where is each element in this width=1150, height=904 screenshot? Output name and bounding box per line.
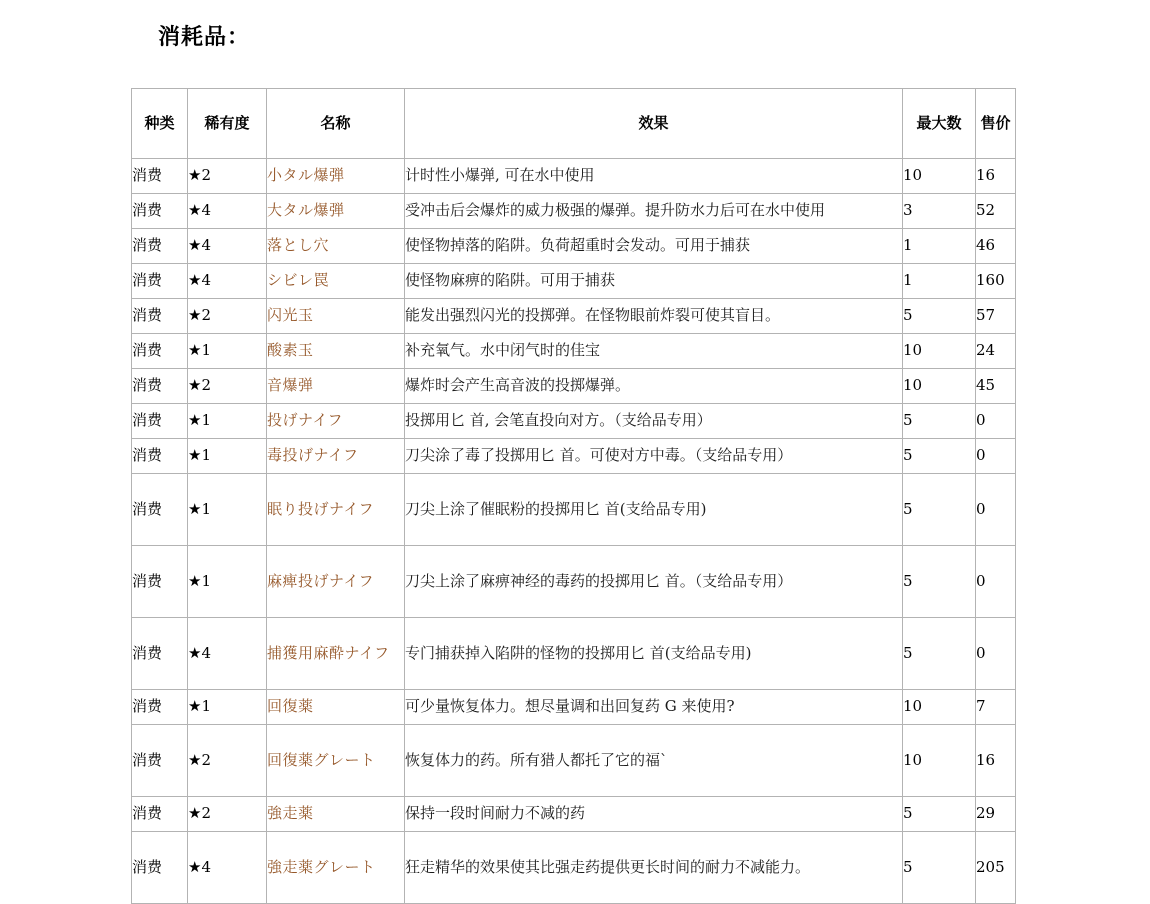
table-row xyxy=(132,229,1016,264)
column-header-name: 名称 xyxy=(267,89,405,159)
cell-price: 57 xyxy=(976,299,1016,334)
cell-price: 0 xyxy=(976,474,1016,546)
table-row xyxy=(132,264,1016,299)
cell-max: 5 xyxy=(903,797,976,832)
cell-rarity: ★1 xyxy=(188,439,267,474)
cell-effect: 能发出强烈闪光的投掷弹。在怪物眼前炸裂可使其盲目。 xyxy=(405,299,903,334)
cell-kind: 消费 xyxy=(132,264,188,299)
cell-kind: 消费 xyxy=(132,546,188,618)
table-row xyxy=(132,797,1016,832)
cell-effect: 计时性小爆弹, 可在水中使用 xyxy=(405,159,903,194)
table-row xyxy=(132,690,1016,725)
cell-max: 5 xyxy=(903,546,976,618)
cell-max: 5 xyxy=(903,299,976,334)
table-row xyxy=(132,832,1016,904)
cell-effect: 保持一段时间耐力不减的药 xyxy=(405,797,903,832)
column-header-kind: 种类 xyxy=(132,89,188,159)
cell-kind: 消费 xyxy=(132,832,188,904)
cell-rarity: ★2 xyxy=(188,725,267,797)
column-header-effect: 效果 xyxy=(405,89,903,159)
cell-price: 0 xyxy=(976,618,1016,690)
cell-price: 7 xyxy=(976,690,1016,725)
cell-rarity: ★1 xyxy=(188,690,267,725)
cell-rarity: ★2 xyxy=(188,369,267,404)
table-row xyxy=(132,299,1016,334)
cell-effect: 专门捕获掉入陷阱的怪物的投掷用匕 首(支给品专用) xyxy=(405,618,903,690)
cell-price: 205 xyxy=(976,832,1016,904)
table-row xyxy=(132,369,1016,404)
cell-name: 回復薬グレート xyxy=(267,725,405,797)
cell-effect: 刀尖上涂了麻痹神经的毒药的投掷用匕 首。（支给品专用） xyxy=(405,546,903,618)
cell-name: 大タル爆弾 xyxy=(267,194,405,229)
column-header-max: 最大数 xyxy=(903,89,976,159)
cell-price: 0 xyxy=(976,404,1016,439)
cell-effect: 狂走精华的效果使其比强走药提供更长时间的耐力不减能力。 xyxy=(405,832,903,904)
cell-kind: 消费 xyxy=(132,229,188,264)
cell-effect: 使怪物掉落的陷阱。负荷超重时会发动。可用于捕获 xyxy=(405,229,903,264)
table-row xyxy=(132,194,1016,229)
cell-price: 24 xyxy=(976,334,1016,369)
cell-rarity: ★2 xyxy=(188,159,267,194)
cell-rarity: ★4 xyxy=(188,618,267,690)
table-row xyxy=(132,474,1016,546)
cell-name: シビレ罠 xyxy=(267,264,405,299)
cell-max: 5 xyxy=(903,439,976,474)
cell-effect: 刀尖涂了毒了投掷用匕 首。可使对方中毒。（支给品专用） xyxy=(405,439,903,474)
cell-name: 麻痺投げナイフ xyxy=(267,546,405,618)
cell-kind: 消费 xyxy=(132,797,188,832)
cell-kind: 消费 xyxy=(132,439,188,474)
table-row xyxy=(132,159,1016,194)
table-row xyxy=(132,618,1016,690)
cell-max: 1 xyxy=(903,229,976,264)
cell-kind: 消费 xyxy=(132,194,188,229)
cell-effect: 可少量恢复体力。想尽量调和出回复药 G 来使用? xyxy=(405,690,903,725)
cell-rarity: ★4 xyxy=(188,194,267,229)
cell-effect: 恢复体力的药。所有猎人都托了它的福` xyxy=(405,725,903,797)
cell-price: 0 xyxy=(976,546,1016,618)
cell-name: 闪光玉 xyxy=(267,299,405,334)
cell-rarity: ★2 xyxy=(188,797,267,832)
consumables-table xyxy=(131,88,1016,904)
cell-name: 毒投げナイフ xyxy=(267,439,405,474)
cell-rarity: ★4 xyxy=(188,832,267,904)
table-row xyxy=(132,546,1016,618)
cell-effect: 使怪物麻痹的陷阱。可用于捕获 xyxy=(405,264,903,299)
cell-kind: 消费 xyxy=(132,369,188,404)
cell-name: 投げナイフ xyxy=(267,404,405,439)
table-row xyxy=(132,404,1016,439)
cell-price: 45 xyxy=(976,369,1016,404)
table-header-row xyxy=(132,89,1016,159)
cell-price: 52 xyxy=(976,194,1016,229)
cell-kind: 消费 xyxy=(132,159,188,194)
table-row xyxy=(132,439,1016,474)
cell-kind: 消费 xyxy=(132,474,188,546)
cell-effect: 受冲击后会爆炸的威力极强的爆弹。提升防水力后可在水中使用 xyxy=(405,194,903,229)
cell-max: 1 xyxy=(903,264,976,299)
cell-max: 10 xyxy=(903,159,976,194)
cell-max: 5 xyxy=(903,404,976,439)
cell-price: 0 xyxy=(976,439,1016,474)
cell-rarity: ★2 xyxy=(188,299,267,334)
table-body xyxy=(132,159,1016,904)
cell-kind: 消费 xyxy=(132,299,188,334)
cell-max: 10 xyxy=(903,369,976,404)
cell-max: 10 xyxy=(903,725,976,797)
cell-rarity: ★4 xyxy=(188,229,267,264)
cell-rarity: ★1 xyxy=(188,474,267,546)
page-title: 消耗品： xyxy=(158,25,251,50)
cell-max: 5 xyxy=(903,474,976,546)
cell-name: 小タル爆弾 xyxy=(267,159,405,194)
cell-price: 16 xyxy=(976,159,1016,194)
cell-max: 5 xyxy=(903,832,976,904)
consumables-table-container xyxy=(131,88,1015,904)
cell-effect: 投掷用匕 首, 会笔直投向对方。（支给品专用） xyxy=(405,404,903,439)
cell-name: 強走薬 xyxy=(267,797,405,832)
cell-kind: 消费 xyxy=(132,404,188,439)
cell-max: 10 xyxy=(903,334,976,369)
cell-price: 46 xyxy=(976,229,1016,264)
cell-kind: 消费 xyxy=(132,618,188,690)
cell-name: 酸素玉 xyxy=(267,334,405,369)
cell-max: 5 xyxy=(903,618,976,690)
cell-kind: 消费 xyxy=(132,725,188,797)
cell-max: 10 xyxy=(903,690,976,725)
cell-name: 落とし穴 xyxy=(267,229,405,264)
column-header-rarity: 稀有度 xyxy=(188,89,267,159)
cell-effect: 补充氧气。水中闭气时的佳宝 xyxy=(405,334,903,369)
cell-name: 捕獲用麻酔ナイフ xyxy=(267,618,405,690)
cell-max: 3 xyxy=(903,194,976,229)
cell-rarity: ★1 xyxy=(188,334,267,369)
cell-effect: 刀尖上涂了催眠粉的投掷用匕 首(支给品专用) xyxy=(405,474,903,546)
cell-rarity: ★4 xyxy=(188,264,267,299)
cell-price: 29 xyxy=(976,797,1016,832)
cell-name: 眠り投げナイフ xyxy=(267,474,405,546)
cell-name: 強走薬グレート xyxy=(267,832,405,904)
table-header xyxy=(132,89,1016,159)
cell-rarity: ★1 xyxy=(188,546,267,618)
cell-kind: 消费 xyxy=(132,334,188,369)
table-row xyxy=(132,725,1016,797)
table-row xyxy=(132,334,1016,369)
cell-rarity: ★1 xyxy=(188,404,267,439)
column-header-price: 售价 xyxy=(976,89,1016,159)
cell-name: 回復薬 xyxy=(267,690,405,725)
cell-kind: 消费 xyxy=(132,690,188,725)
cell-effect: 爆炸时会产生高音波的投掷爆弹。 xyxy=(405,369,903,404)
cell-price: 16 xyxy=(976,725,1016,797)
cell-name: 音爆弹 xyxy=(267,369,405,404)
cell-price: 160 xyxy=(976,264,1016,299)
